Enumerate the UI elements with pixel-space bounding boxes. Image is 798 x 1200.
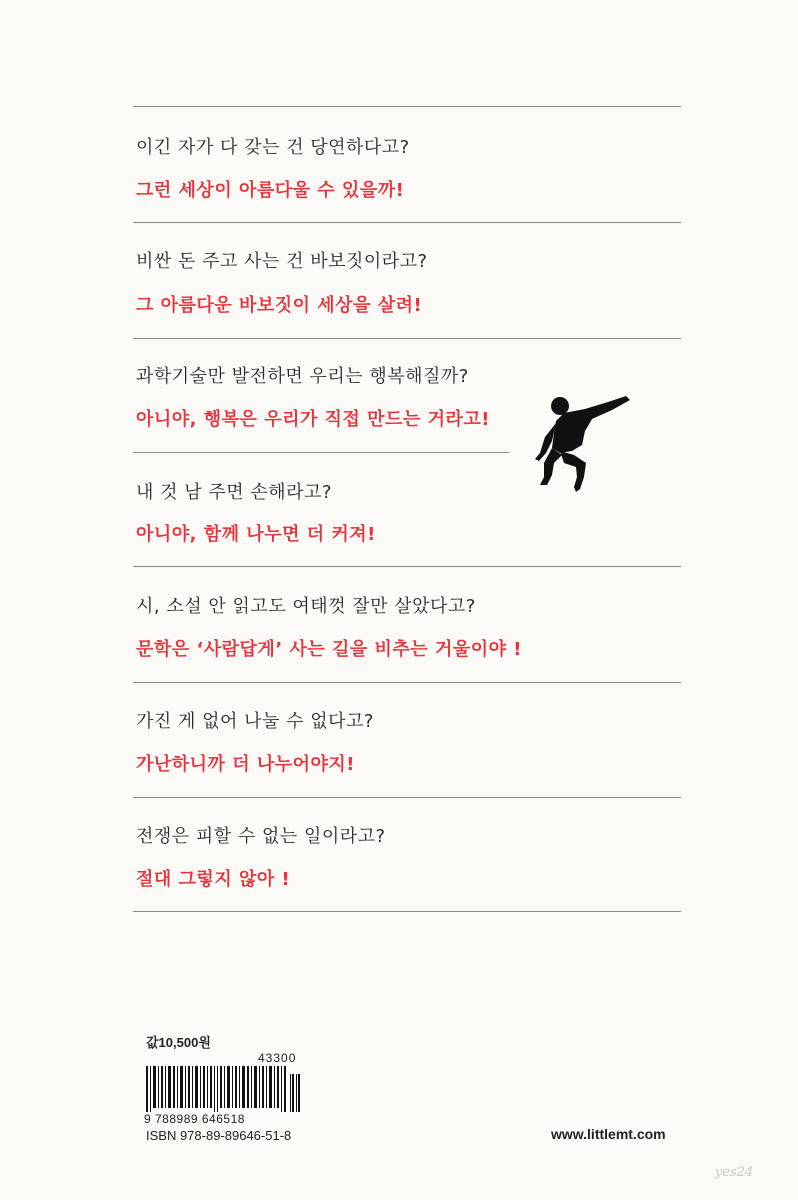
divider-rule	[133, 911, 681, 912]
question-text: 가진 게 없어 나눌 수 없다고?	[136, 711, 374, 732]
divider-rule	[133, 106, 681, 107]
answer-text: 그런 세상이 아름다울 수 있을까!	[136, 180, 405, 201]
divider-rule	[133, 797, 681, 798]
divider-rule	[133, 222, 681, 223]
divider-rule	[133, 452, 509, 453]
watermark: yes24	[715, 1165, 754, 1180]
answer-text: 문학은 ‘사람답게’ 사는 길을 비추는 거울이야 !	[136, 639, 522, 660]
jumping-child-silhouette-icon	[530, 393, 635, 498]
question-text: 이긴 자가 다 갖는 건 당연하다고?	[136, 137, 410, 158]
question-text: 시, 소설 안 읽고도 여태껏 잘만 살았다고?	[136, 596, 476, 617]
answer-text: 아니야, 함께 나누면 더 커져!	[136, 524, 376, 545]
question-text: 전쟁은 피할 수 없는 일이라고?	[136, 826, 386, 847]
answer-text: 절대 그렇지 않아 !	[136, 869, 291, 890]
divider-rule	[133, 682, 681, 683]
answer-text: 그 아름다운 바보짓이 세상을 살려!	[136, 295, 423, 316]
isbn-label: ISBN 978-89-89646-51-8	[146, 1128, 292, 1143]
divider-rule	[133, 338, 681, 339]
question-text: 비싼 돈 주고 사는 건 바보짓이라고?	[136, 251, 428, 272]
question-text: 내 것 남 주면 손해라고?	[136, 482, 332, 503]
answer-text: 아니야, 행복은 우리가 직접 만드는 거라고!	[136, 409, 490, 430]
barcode-icon	[146, 1066, 301, 1112]
barcode-addon-number: 43300	[258, 1051, 297, 1065]
barcode-digits: 9 788989 646518	[144, 1112, 245, 1126]
answer-text: 가난하니까 더 나누어야지!	[136, 754, 356, 775]
divider-rule	[133, 566, 681, 567]
question-text: 과학기술만 발전하면 우리는 행복해질까?	[136, 366, 469, 387]
publisher-website: www.littlemt.com	[551, 1126, 666, 1142]
price-label: 값10,500원	[146, 1035, 211, 1050]
